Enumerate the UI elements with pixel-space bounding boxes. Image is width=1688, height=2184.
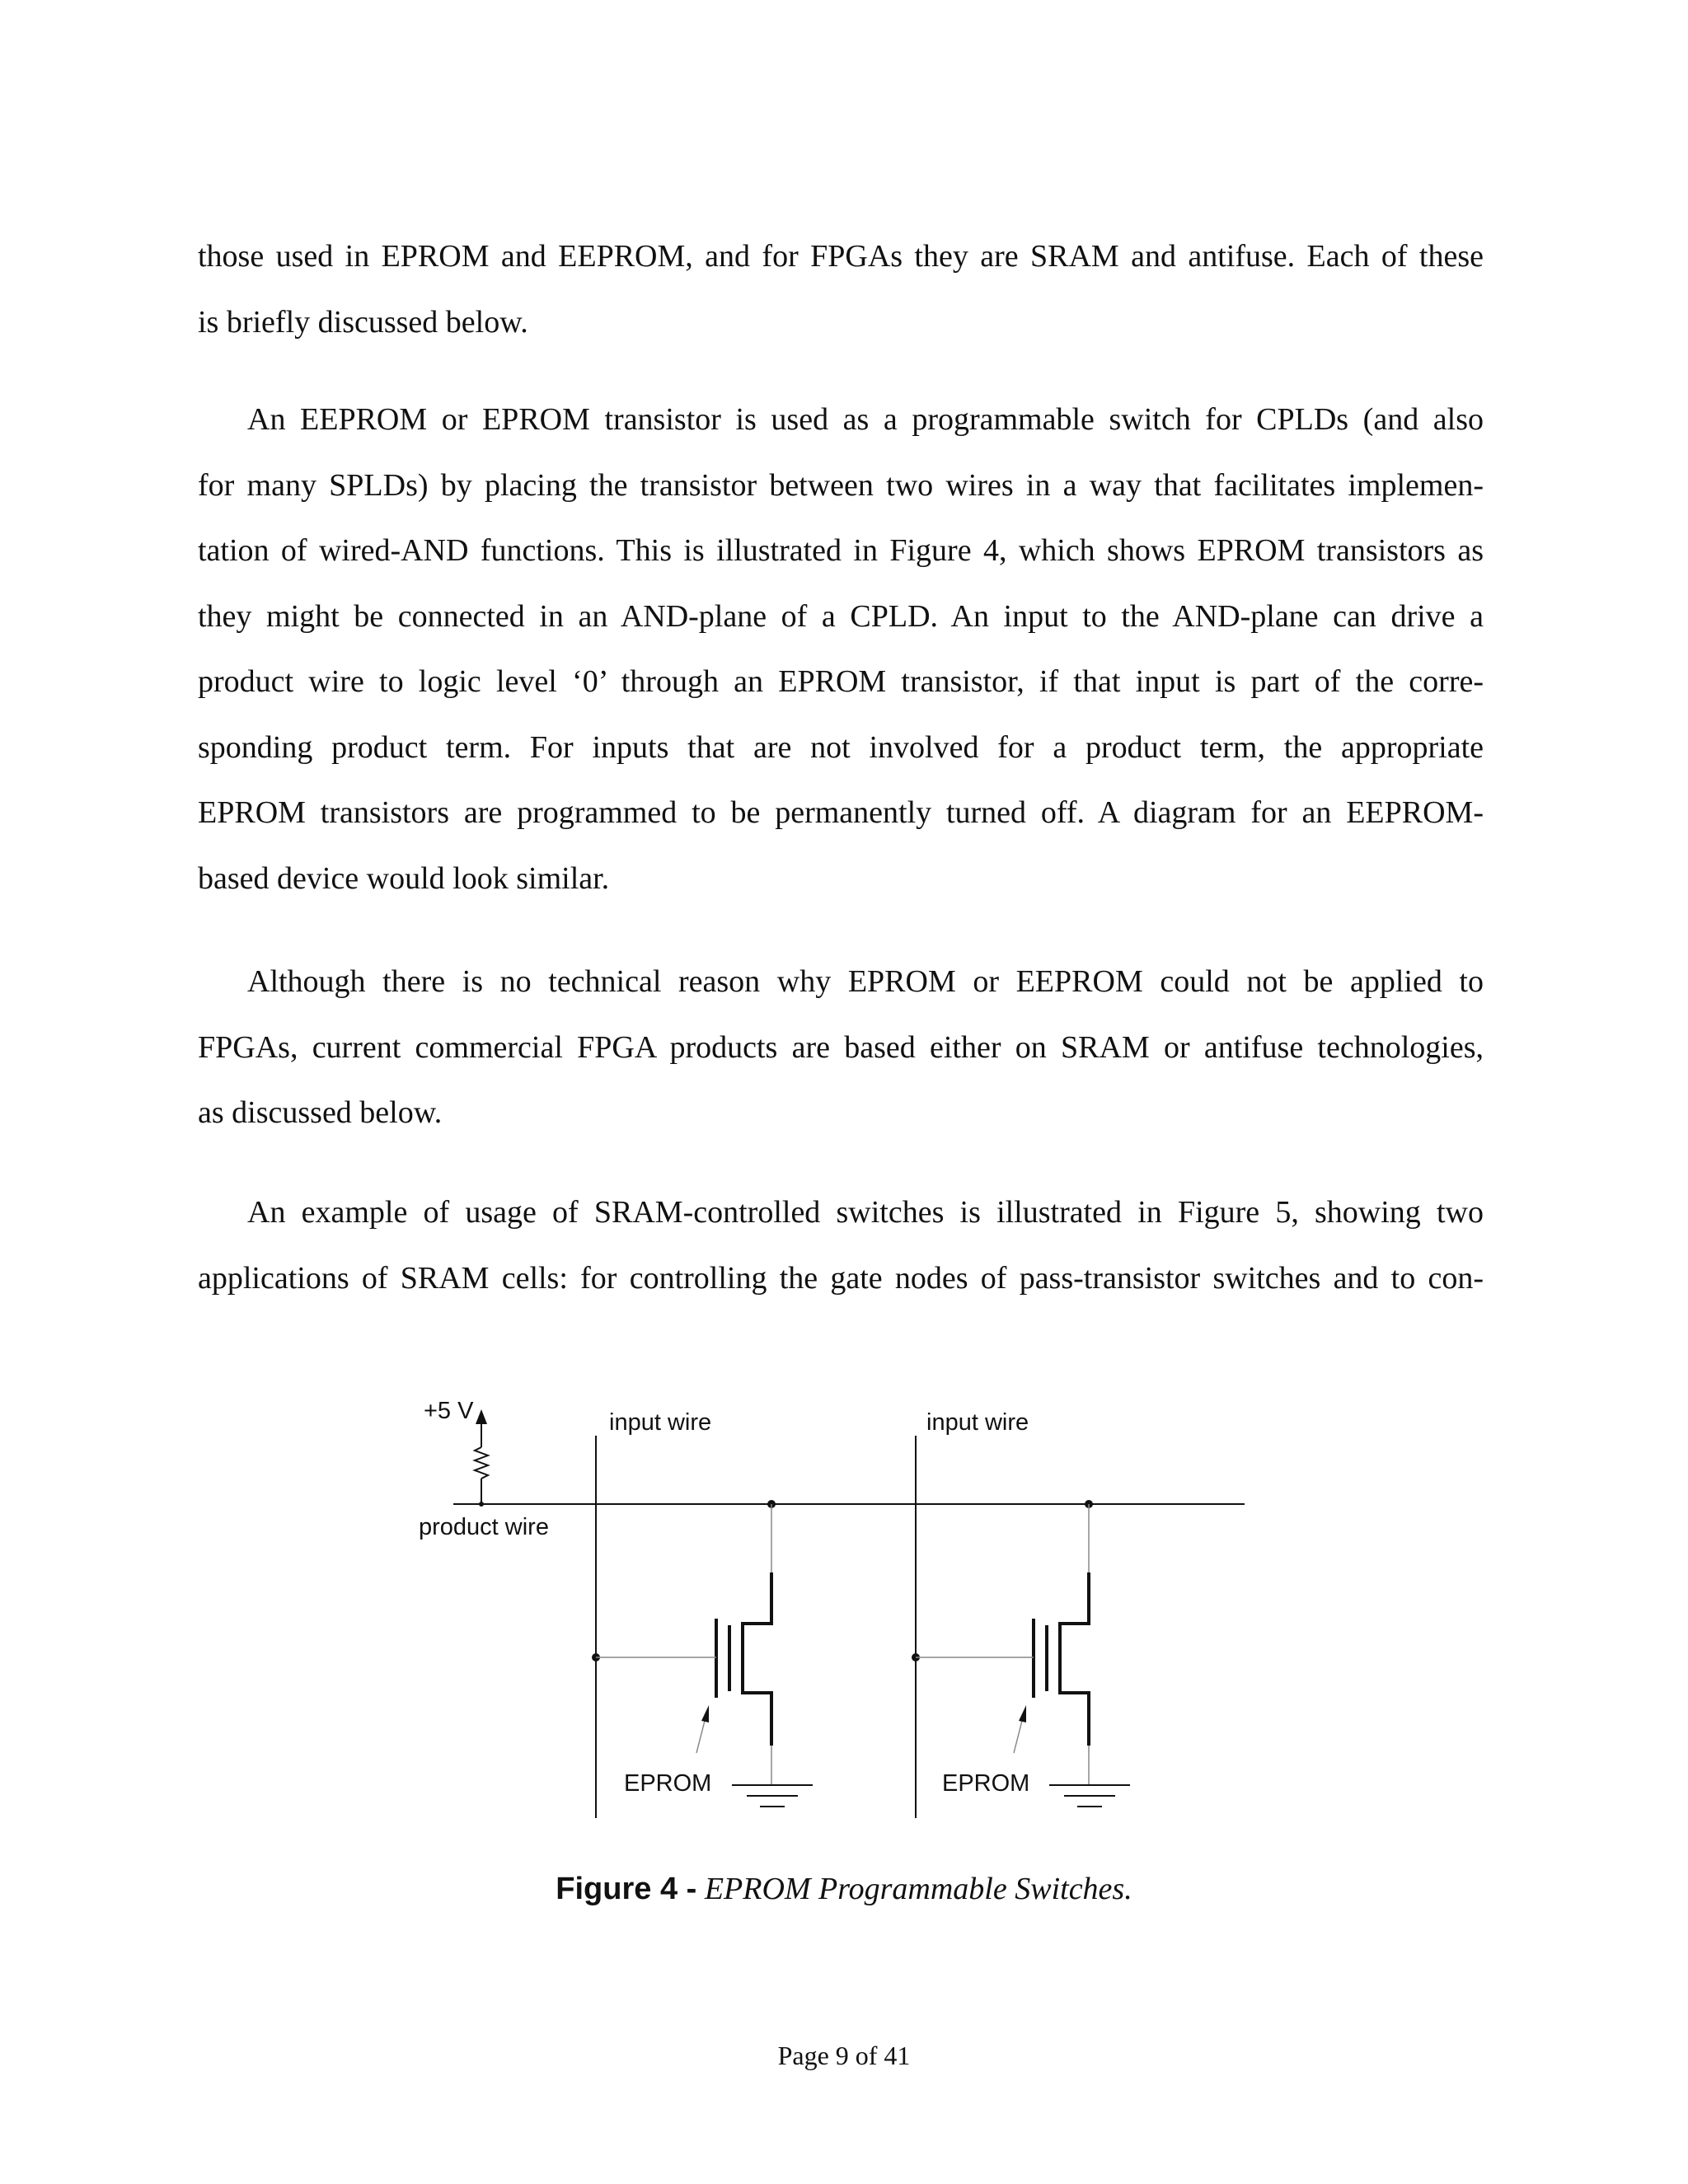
page-number: Page 9 of 41	[777, 2041, 911, 2070]
text-line: based device would look similar.	[198, 860, 610, 896]
text-line: as discussed below.	[198, 1095, 443, 1130]
eprom-transistor-icon	[592, 1500, 813, 1807]
eprom-label: EPROM	[942, 1770, 1030, 1797]
eprom-switch-circuit	[396, 1385, 1269, 1846]
supply-label: +5 V	[424, 1398, 474, 1424]
text-line: those used in EPROM and EEPROM, and for FPGAs they are SRAM and antifuse. Each of these	[198, 239, 1484, 274]
eprom-label: EPROM	[624, 1770, 712, 1797]
eprom-transistor-icon	[912, 1500, 1130, 1807]
paragraph-4	[198, 1180, 1484, 1311]
text-line: An example of usage of SRAM-controlled switches is illustrated in Figure 5, showing two	[247, 1195, 1484, 1230]
product-wire-label: product wire	[419, 1514, 549, 1540]
text-line: An EEPROM or EPROM transistor is used as a programmable switch for CPLDs (and also	[247, 402, 1484, 437]
text-line: they might be connected in an AND-plane of a CPLD. An input to the AND-plane can drive a	[198, 598, 1484, 634]
text-line: EPROM transistors are programmed to be permanently turned off. A diagram for an EEPROM-	[198, 795, 1484, 830]
input-wire-label: input wire	[609, 1409, 712, 1436]
text-line: product wire to logic level ‘0’ through an EPROM transistor, if that input is part of the corre-	[198, 664, 1484, 699]
figure-4-diagram	[396, 1385, 1269, 1846]
paragraph-3	[198, 949, 1484, 1146]
figure-number: Figure 4 -	[556, 1872, 697, 1906]
figure-caption	[0, 1871, 1688, 1907]
text-line: is briefly discussed below.	[198, 304, 528, 340]
text-line: sponding product term. For inputs that are not involved for a product term, the appropriate	[198, 729, 1484, 765]
paragraph-2	[198, 387, 1484, 912]
text-line: for many SPLDs) by placing the transistor between two wires in a way that facilitates implemen-	[198, 467, 1484, 503]
pointer-arrow-icon	[696, 1705, 709, 1753]
text-line: FPGAs, current commercial FPGA products are based either on SRAM or antifuse technologies,	[198, 1029, 1484, 1065]
page-footer	[0, 2041, 1688, 2071]
pull-up-resistor-icon	[475, 1447, 488, 1479]
paragraph-1	[198, 224, 1484, 355]
figure-title: EPROM Programmable Switches.	[704, 1872, 1132, 1906]
text-line: tation of wired-AND functions. This is illustrated in Figure 4, which shows EPROM transistors as	[198, 533, 1484, 568]
input-wire-label: input wire	[926, 1409, 1029, 1436]
text-line: Although there is no technical reason why EPROM or EEPROM could not be applied to	[247, 964, 1484, 999]
text-line: applications of SRAM cells: for controlling the gate nodes of pass-transistor switches and to con-	[198, 1260, 1484, 1296]
supply-arrow-icon	[476, 1409, 487, 1424]
pointer-arrow-icon	[1014, 1705, 1026, 1753]
